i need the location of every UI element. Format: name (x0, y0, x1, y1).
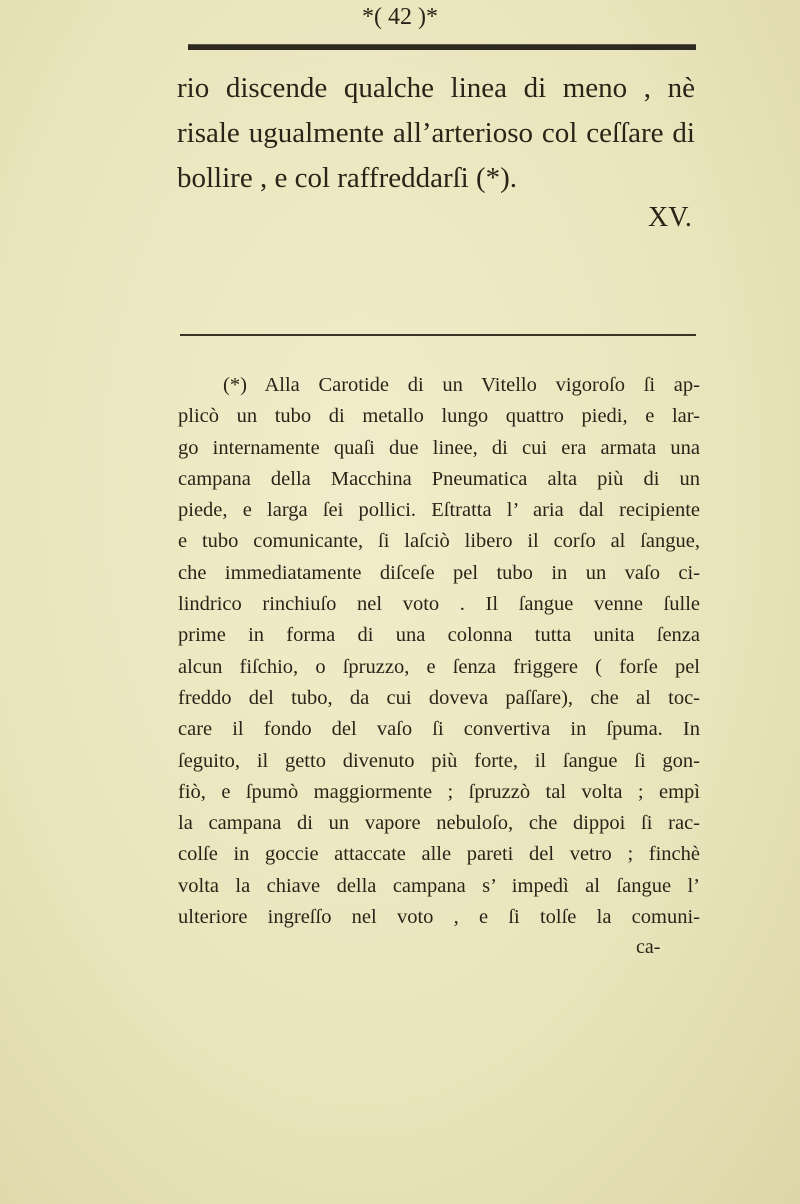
page-number: *( 42 )* (362, 4, 438, 30)
text-line: rio discende qualche linea di meno , nè (177, 72, 695, 104)
footnote-rule (180, 334, 696, 336)
footnote-line: ſeguito, il getto divenuto più forte, il ſangue ſi gon- (178, 749, 700, 772)
footnote-line: campana della Macchina Pneumatica alta più di un (178, 467, 700, 490)
footnote-line: plicò un tubo di metallo lungo quattro piedi, e lar- (178, 405, 700, 428)
footnote-line: freddo del tubo, da cui doveva paſſare), che al toc- (178, 686, 700, 709)
footnote-line: la campana di un vapore nebuloſo, che dippoi ſi rac- (178, 812, 700, 835)
section-heading: XV. (648, 202, 692, 233)
main-text (177, 66, 695, 201)
footnote-line: care il fondo del vaſo ſi convertiva in ſpuma. In (178, 718, 700, 741)
header-rule (188, 44, 696, 50)
footnote-line: (*) Alla Carotide di un Vitello vigoroſo ſi ap- (223, 374, 700, 396)
footnote-line: alcun fiſchio, o ſpruzzo, e ſenza friggere ( forſe pel (178, 655, 700, 678)
footnote (178, 370, 700, 933)
footnote-line: go internamente quaſi due linee, di cui era armata una (178, 436, 700, 459)
text-line: bollire , e col raffreddarſi (*). (177, 162, 518, 194)
catchword: ca- (636, 936, 661, 958)
footnote-line: colſe in goccie attaccate alle pareti del vetro ; finchè (178, 843, 700, 866)
footnote-line: e tubo comunicante, ſi laſciò libero il corſo al ſangue, (178, 530, 700, 553)
footnote-line: piede, e larga ſei pollici. Eſtratta l’ aria dal recipiente (178, 499, 700, 522)
footnote-line: che immediatamente diſceſe pel tubo in un vaſo ci- (178, 561, 700, 584)
text-line: risale ugualmente all’arterioso col ceſſare di (177, 117, 695, 149)
footnote-line: lindrico rinchiuſo nel voto . Il ſangue venne ſulle (178, 593, 700, 616)
footnote-line: fiò, e ſpumò maggiormente ; ſpruzzò tal volta ; empì (178, 780, 700, 803)
footnote-line: prime in forma di una colonna tutta unita ſenza (178, 624, 700, 647)
footnote-line: ulteriore ingreſſo nel voto , e ſi tolſe la comuni- (178, 906, 700, 929)
footnote-line: volta la chiave della campana s’ impedì al ſangue l’ (178, 874, 700, 897)
